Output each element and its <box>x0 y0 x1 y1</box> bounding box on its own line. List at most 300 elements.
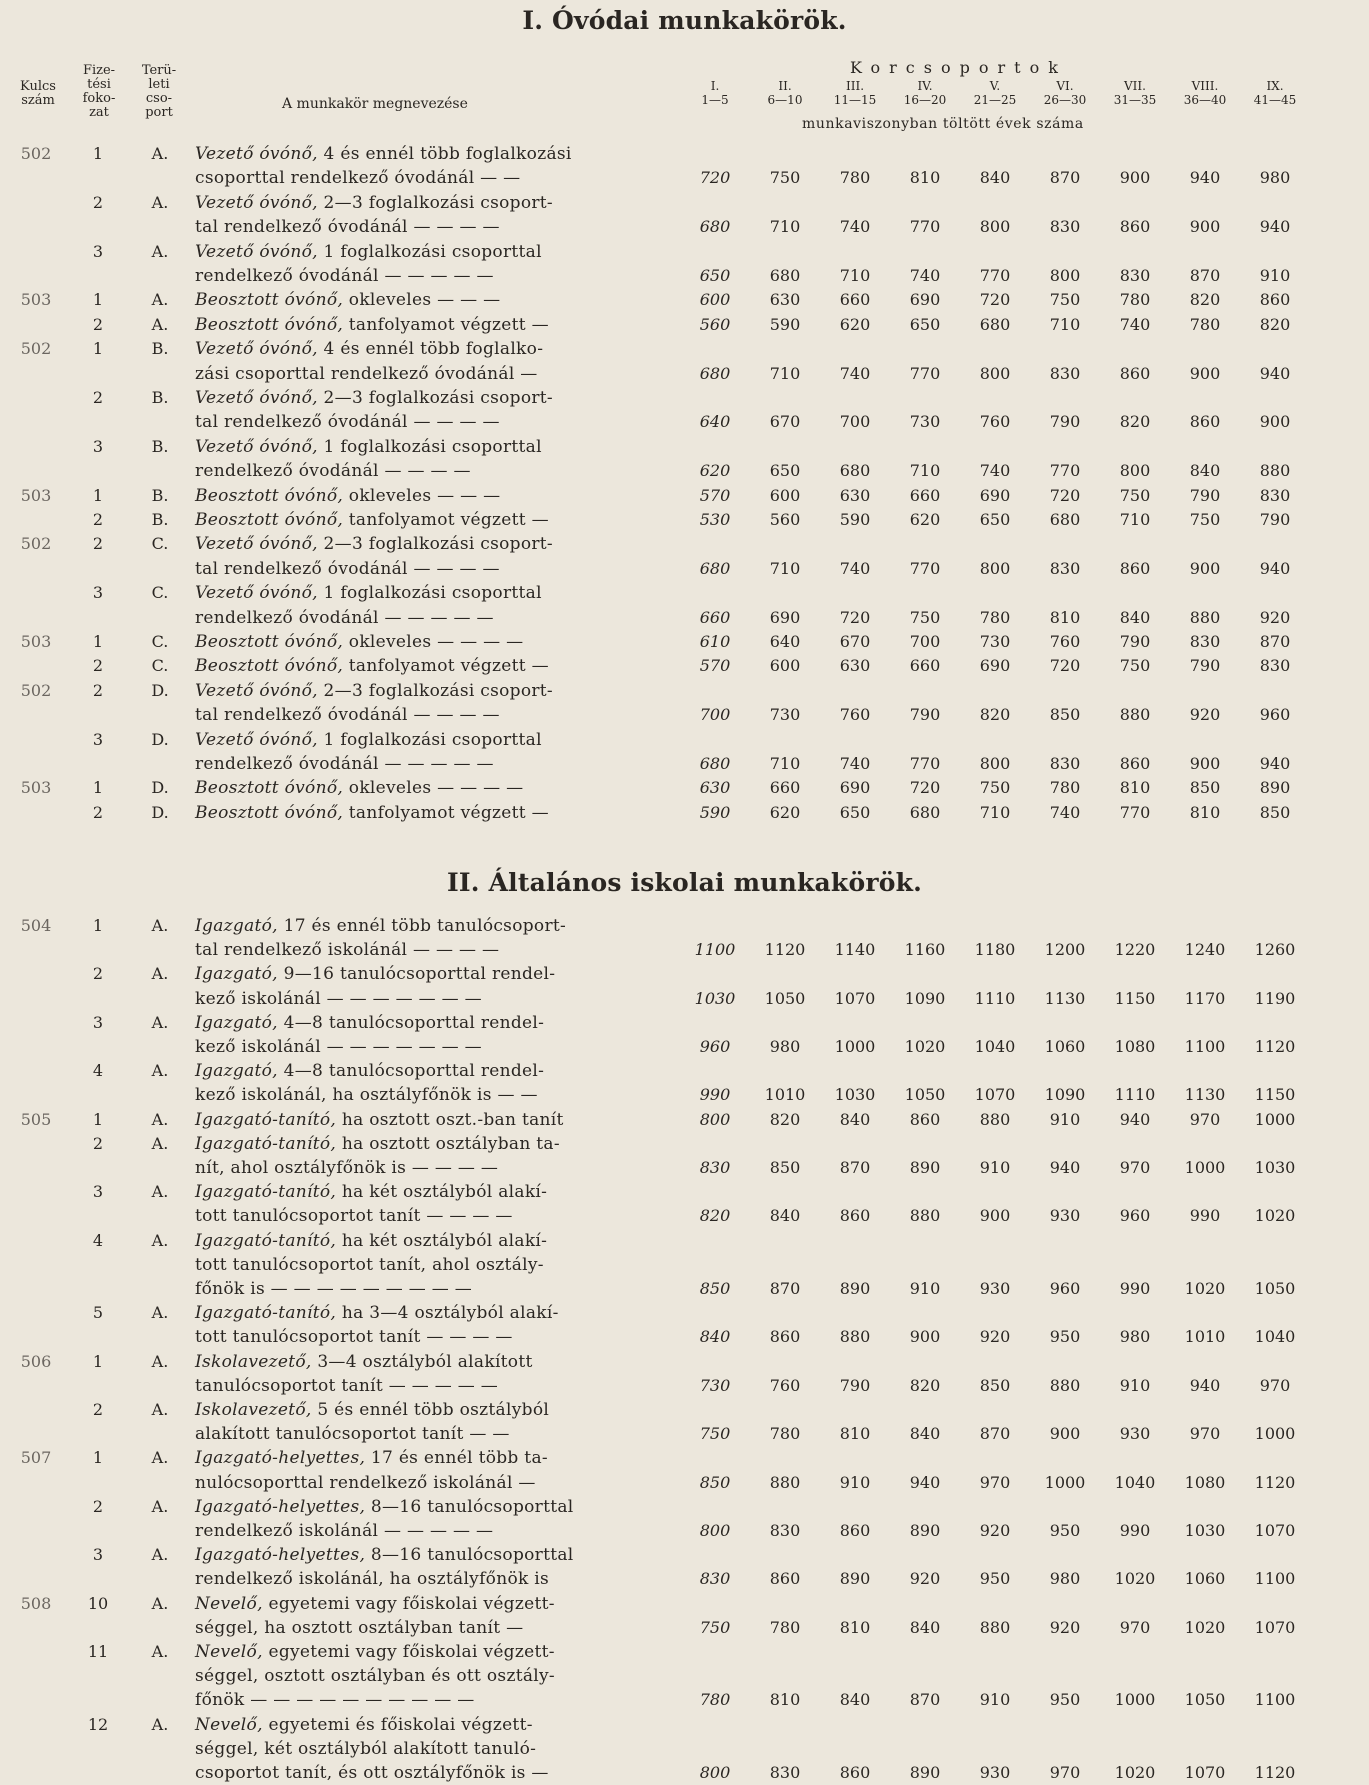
munkakor-megnevezes <box>195 1229 665 1302</box>
fizetesi-fokozat: 2 <box>92 510 104 529</box>
header-fizetesi-line: zat <box>89 105 109 120</box>
desc-line: kező iskolánál, ha osztályfőnök is — — <box>195 1085 538 1106</box>
munkakor-megnevezes <box>195 240 665 289</box>
table-row <box>0 654 1369 678</box>
teruleti-csoport: C. <box>151 534 169 554</box>
job-detail: okleveles — — — — <box>343 632 524 652</box>
header-teruleti-line: Terü- <box>141 63 177 78</box>
salary-value: 570 <box>699 485 731 505</box>
job-detail: 17 és ennél több tanulócsoport- <box>277 916 567 936</box>
salary-value: 810 <box>909 168 941 188</box>
age-column-header <box>820 79 890 107</box>
salary-value: 590 <box>699 802 731 822</box>
munkakor-megnevezes <box>195 484 665 508</box>
salary-value: 1150 <box>1254 1085 1296 1105</box>
salary-value: 970 <box>1119 1157 1151 1177</box>
salary-value: 660 <box>839 290 871 310</box>
salary-value: 830 <box>1119 265 1151 285</box>
job-detail: okleveles — — — — <box>343 778 524 799</box>
job-detail: ha két osztályból alakí- <box>336 1230 548 1251</box>
salary-value: 1160 <box>904 940 946 960</box>
job-detail: 2—3 foglalkozási csoport- <box>317 680 553 701</box>
salary-value: 1220 <box>1114 940 1156 960</box>
salary-value: 930 <box>979 1762 1011 1782</box>
salary-value: 850 <box>769 1157 801 1177</box>
salary-value: 860 <box>839 1520 871 1540</box>
age-column-header <box>1170 79 1240 107</box>
salary-value: 880 <box>1119 705 1151 725</box>
salary-value: 1130 <box>1184 1085 1226 1105</box>
job-title: Igazgató, <box>195 1061 278 1082</box>
salary-value: 630 <box>839 485 871 505</box>
header-teruleti-line: port <box>145 105 173 120</box>
table-row <box>0 1350 1369 1398</box>
desc-line: alakított tanulócsoportot tanít — — <box>195 1424 510 1445</box>
salary-value: 1060 <box>1184 1569 1226 1589</box>
header-kulcs-line: szám <box>21 93 55 108</box>
salary-value: 880 <box>909 1206 941 1226</box>
salary-value: 970 <box>1119 1617 1151 1637</box>
table-row <box>0 240 1369 289</box>
desc-line: rendelkező iskolánál — — — — — <box>195 1521 494 1541</box>
desc-line <box>195 142 665 166</box>
salary-value: 750 <box>1119 656 1151 676</box>
age-range: 26—30 <box>1043 93 1087 107</box>
fizetesi-fokozat: 2 <box>92 388 104 407</box>
table-row <box>0 776 1369 800</box>
salary-value: 750 <box>1119 485 1151 505</box>
salary-value: 810 <box>1049 607 1081 627</box>
desc-line: tott tanulócsoportot tanít — — — — <box>195 1206 513 1227</box>
age-column-header <box>1100 79 1170 107</box>
salary-value: 600 <box>769 485 801 505</box>
desc-line <box>195 630 665 654</box>
salary-value: 700 <box>909 632 941 651</box>
desc-line <box>195 1011 665 1035</box>
salary-value: 680 <box>699 363 731 383</box>
kulcs-szam: 508 <box>20 1593 52 1613</box>
salary-value: 1050 <box>764 988 806 1008</box>
salary-value: 800 <box>979 753 1011 773</box>
fizetesi-fokozat: 2 <box>92 964 104 984</box>
salary-value: 1040 <box>974 1036 1016 1056</box>
salary-value: 690 <box>979 485 1011 505</box>
job-title: Igazgató, <box>195 916 278 936</box>
teruleti-csoport: A. <box>151 1351 169 1371</box>
salary-value: 980 <box>1049 1569 1081 1589</box>
table-row <box>0 1398 1369 1446</box>
job-title: Vezető óvónő, <box>195 534 318 555</box>
salary-value: 660 <box>909 656 941 676</box>
desc-line: rendelkező óvodánál — — — — — <box>195 754 494 774</box>
teruleti-csoport: C. <box>151 656 169 676</box>
salary-value: 710 <box>769 558 801 578</box>
job-title: Nevelő, <box>195 1642 263 1662</box>
salary-value: 600 <box>699 290 731 310</box>
salary-value: 780 <box>769 1424 801 1444</box>
fizetesi-fokozat: 3 <box>92 583 104 603</box>
salary-value: 830 <box>1259 656 1291 676</box>
salary-value: 870 <box>1049 168 1081 188</box>
munkakor-megnevezes <box>195 728 665 777</box>
salary-value: 650 <box>909 314 941 334</box>
salary-value: 900 <box>1259 412 1291 432</box>
job-title: Nevelő, <box>195 1593 263 1614</box>
job-title: Beosztott óvónő, <box>195 510 344 530</box>
job-title: Vezető óvónő, <box>195 436 318 457</box>
desc-line: zási csoporttal rendelkező óvodánál — <box>195 363 538 384</box>
salary-value: 890 <box>1259 778 1291 798</box>
salary-value: 1090 <box>904 988 946 1008</box>
munkakor-megnevezes <box>195 508 665 532</box>
salary-value: 1020 <box>1184 1617 1226 1637</box>
salary-value: 820 <box>1259 314 1291 334</box>
job-title: Igazgató-helyettes, <box>195 1496 366 1517</box>
job-title: Igazgató-helyettes, <box>195 1448 366 1469</box>
salary-value: 1020 <box>1184 1278 1226 1298</box>
teruleti-csoport: D. <box>151 802 169 822</box>
salary-value: 1190 <box>1254 988 1296 1008</box>
munkakor-megnevezes <box>195 1180 665 1228</box>
teruleti-csoport: C. <box>151 632 169 651</box>
salary-value: 710 <box>769 217 801 237</box>
salary-value: 680 <box>699 753 731 773</box>
salary-value: 1120 <box>1254 1036 1296 1056</box>
salary-value: 890 <box>909 1157 941 1177</box>
salary-value: 740 <box>909 265 941 285</box>
munkakor-megnevezes <box>195 654 665 678</box>
salary-value: 560 <box>699 314 731 334</box>
salary-value: 880 <box>979 1617 1011 1637</box>
header-teruleti <box>132 64 186 120</box>
salary-value: 680 <box>1049 510 1081 529</box>
salary-value: 880 <box>769 1472 801 1492</box>
fizetesi-fokozat: 10 <box>87 1593 109 1613</box>
salary-value: 910 <box>979 1690 1011 1710</box>
salary-value: 980 <box>1259 168 1291 188</box>
salary-value: 740 <box>839 217 871 237</box>
desc-line <box>195 914 665 938</box>
kulcs-szam: 502 <box>20 144 52 163</box>
desc-line: séggel, osztott osztályban és ott osztály- <box>195 1666 555 1687</box>
salary-value: 840 <box>909 1617 941 1637</box>
salary-value: 880 <box>1049 1375 1081 1395</box>
fizetesi-fokozat: 2 <box>92 656 104 676</box>
fizetesi-fokozat: 2 <box>92 1496 104 1516</box>
desc-line <box>195 191 665 215</box>
desc-line <box>195 532 665 556</box>
salary-value: 1040 <box>1114 1472 1156 1492</box>
fizetesi-fokozat: 3 <box>92 436 104 456</box>
munkakor-megnevezes <box>195 914 665 962</box>
salary-value: 650 <box>699 265 731 285</box>
desc-line <box>195 1108 665 1132</box>
job-detail: egyetemi vagy főiskolai végzett- <box>262 1642 555 1662</box>
salary-value: 1120 <box>764 940 806 960</box>
salary-value: 740 <box>1049 802 1081 822</box>
salary-value: 1030 <box>834 1085 876 1105</box>
munkakor-megnevezes <box>195 142 665 191</box>
job-detail: 2—3 foglalkozási csoport- <box>317 534 553 555</box>
salary-value: 910 <box>1119 1375 1151 1395</box>
salary-value: 770 <box>1049 461 1081 481</box>
section-title-ovodai: I. Óvódai munkakörök. <box>522 6 847 35</box>
salary-value: 940 <box>1189 1375 1221 1395</box>
salary-value: 820 <box>1189 290 1221 310</box>
salary-value: 710 <box>1049 314 1081 334</box>
job-detail: 3—4 osztályból alakított <box>311 1351 533 1372</box>
table-row <box>0 801 1369 825</box>
salary-value: 940 <box>1259 217 1291 237</box>
salary-value: 880 <box>1259 461 1291 481</box>
job-title: Vezető óvónő, <box>195 241 318 262</box>
header-munkaviszony: munkaviszonyban töltött évek száma <box>802 116 1084 132</box>
salary-value: 910 <box>1049 1109 1081 1129</box>
fizetesi-fokozat: 2 <box>92 192 104 212</box>
age-column-header <box>890 79 960 107</box>
table-row <box>0 630 1369 654</box>
desc-line: kező iskolánál — — — — — — — <box>195 988 482 1009</box>
desc-line <box>195 1446 665 1470</box>
salary-value: 810 <box>1189 802 1221 822</box>
salary-value: 1130 <box>1044 988 1086 1008</box>
job-title: Igazgató, <box>195 964 278 985</box>
job-detail: 2—3 foglalkozási csoport- <box>317 192 553 213</box>
salary-value: 850 <box>1259 802 1291 822</box>
salary-value: 770 <box>909 363 941 383</box>
fizetesi-fokozat: 1 <box>92 632 104 651</box>
teruleti-csoport: A. <box>151 916 169 935</box>
salary-value: 850 <box>1049 705 1081 725</box>
salary-value: 800 <box>699 1762 731 1782</box>
salary-value: 860 <box>839 1762 871 1782</box>
salary-value: 790 <box>909 705 941 725</box>
salary-value: 650 <box>769 461 801 481</box>
age-label: IX. <box>1266 79 1284 93</box>
job-detail: 4—8 tanulócsoporttal rendel- <box>277 1061 545 1082</box>
kulcs-szam: 504 <box>20 916 52 935</box>
age-label: IV. <box>917 79 933 93</box>
job-detail: ha osztott oszt.-ban tanít <box>336 1109 564 1130</box>
salary-value: 1100 <box>1254 1569 1296 1589</box>
salary-value: 840 <box>979 168 1011 188</box>
teruleti-csoport: A. <box>151 1109 169 1129</box>
desc-line <box>195 1229 665 1253</box>
job-title: Beosztott óvónő, <box>195 485 344 506</box>
salary-value: 940 <box>1119 1109 1151 1129</box>
salary-value: 900 <box>1189 558 1221 578</box>
job-title: Beosztott óvónő, <box>195 290 344 311</box>
salary-value: 1040 <box>1254 1327 1296 1347</box>
header-munkakor: A munkakör megnevezése <box>282 96 468 112</box>
job-title: Vezető óvónő, <box>195 339 318 360</box>
salary-value: 870 <box>839 1157 871 1177</box>
job-title: Igazgató-tanító, <box>195 1230 337 1251</box>
table-row <box>0 728 1369 777</box>
munkakor-megnevezes <box>195 1446 665 1494</box>
desc-line: rendelkező óvodánál — — — — <box>195 461 471 482</box>
job-title: Igazgató-tanító, <box>195 1133 337 1154</box>
munkakor-megnevezes <box>195 679 665 728</box>
salary-value: 880 <box>1189 607 1221 627</box>
fizetesi-fokozat: 3 <box>92 1545 104 1565</box>
table-row <box>0 386 1369 435</box>
salary-value: 710 <box>909 461 941 481</box>
header-fizetesi-line: Fize- <box>82 63 116 78</box>
desc-line: séggel, két osztályból alakított tanuló- <box>195 1738 537 1759</box>
job-detail: 4 és ennél több foglalko- <box>317 339 544 360</box>
salary-value: 810 <box>839 1617 871 1637</box>
salary-value: 840 <box>839 1690 871 1710</box>
job-detail: 1 foglalkozási csoporttal <box>317 583 542 604</box>
salary-value: 1080 <box>1184 1472 1226 1492</box>
salary-value: 1010 <box>1184 1327 1226 1347</box>
table-row <box>0 962 1369 1010</box>
fizetesi-fokozat: 1 <box>92 485 104 505</box>
salary-value: 820 <box>769 1109 801 1129</box>
salary-value: 900 <box>1119 168 1151 188</box>
salary-value: 980 <box>1119 1327 1151 1347</box>
salary-value: 900 <box>1189 753 1221 773</box>
desc-line <box>195 1350 665 1374</box>
age-column-header <box>680 79 750 107</box>
kulcs-szam: 502 <box>20 339 52 359</box>
salary-value: 950 <box>979 1569 1011 1589</box>
table-row <box>0 142 1369 191</box>
salary-value: 830 <box>1259 485 1291 505</box>
kulcs-szam: 502 <box>20 680 52 700</box>
job-detail: 5 és ennél több osztályból <box>311 1400 550 1420</box>
job-detail: okleveles — — — <box>343 485 501 506</box>
desc-line <box>195 386 665 410</box>
teruleti-csoport: A. <box>151 1545 169 1565</box>
munkakor-megnevezes <box>195 1592 665 1640</box>
job-title: Beosztott óvónő, <box>195 632 344 652</box>
teruleti-csoport: B. <box>151 510 169 529</box>
salary-value: 780 <box>1189 314 1221 334</box>
teruleti-csoport: A. <box>151 1182 169 1202</box>
job-detail: 4 és ennél több foglalkozási <box>317 144 572 164</box>
desc-line: főnök — — — — — — — — — — <box>195 1690 475 1711</box>
desc-line: kező iskolánál — — — — — — — <box>195 1037 482 1057</box>
munkakor-megnevezes <box>195 962 665 1010</box>
job-detail: ha két osztályból alakí- <box>336 1182 548 1203</box>
job-title: Beosztott óvónő, <box>195 778 344 799</box>
salary-value: 810 <box>1119 778 1151 798</box>
salary-value: 900 <box>909 1327 941 1347</box>
salary-value: 940 <box>1049 1157 1081 1177</box>
salary-value: 1020 <box>904 1036 946 1056</box>
table-row <box>0 1132 1369 1180</box>
salary-value: 1000 <box>1184 1157 1226 1177</box>
table-row <box>0 484 1369 508</box>
salary-value: 780 <box>769 1617 801 1637</box>
salary-value: 720 <box>699 168 731 188</box>
salary-value: 1070 <box>834 988 876 1008</box>
salary-value: 1200 <box>1044 940 1086 960</box>
fizetesi-fokozat: 1 <box>92 1351 104 1371</box>
salary-value: 1050 <box>904 1085 946 1105</box>
job-detail: egyetemi vagy főiskolai végzett- <box>262 1593 555 1614</box>
job-detail: 1 foglalkozási csoporttal <box>317 436 542 457</box>
salary-value: 950 <box>1049 1690 1081 1710</box>
salary-value: 740 <box>839 753 871 773</box>
salary-value: 710 <box>769 363 801 383</box>
job-detail: tanfolyamot végzett — <box>343 314 549 335</box>
job-detail: ha 3—4 osztályból alakí- <box>336 1303 559 1324</box>
salary-value: 800 <box>699 1109 731 1129</box>
table-row <box>0 1446 1369 1494</box>
fizetesi-fokozat: 1 <box>92 1448 104 1468</box>
job-title: Vezető óvónő, <box>195 729 318 750</box>
salary-value: 650 <box>839 802 871 822</box>
salary-value: 830 <box>769 1520 801 1540</box>
salary-value: 790 <box>839 1375 871 1395</box>
salary-value: 800 <box>979 217 1011 237</box>
salary-value: 750 <box>1189 510 1221 529</box>
salary-value: 940 <box>909 1472 941 1492</box>
desc-line <box>195 240 665 264</box>
salary-value: 570 <box>699 656 731 676</box>
desc-line <box>195 484 665 508</box>
salary-value: 820 <box>699 1206 731 1226</box>
salary-value: 590 <box>769 314 801 334</box>
salary-value: 770 <box>909 558 941 578</box>
job-detail: tanfolyamot végzett — <box>343 802 549 823</box>
salary-value: 990 <box>699 1085 731 1105</box>
munkakor-megnevezes <box>195 1543 665 1591</box>
desc-line <box>195 1180 665 1204</box>
desc-line: csoportot tanít, és ott osztályfőnök is — <box>195 1763 549 1783</box>
salary-value: 800 <box>1049 265 1081 285</box>
salary-value: 920 <box>1189 705 1221 725</box>
munkakor-megnevezes <box>195 191 665 240</box>
table-row <box>0 191 1369 240</box>
salary-value: 860 <box>769 1569 801 1589</box>
salary-value: 850 <box>699 1278 731 1298</box>
salary-value: 870 <box>769 1278 801 1298</box>
salary-value: 930 <box>1049 1206 1081 1226</box>
salary-value: 690 <box>839 778 871 798</box>
teruleti-csoport: A. <box>151 1133 169 1153</box>
desc-line <box>195 1132 665 1156</box>
salary-value: 600 <box>769 656 801 676</box>
munkakor-megnevezes <box>195 435 665 484</box>
munkakor-megnevezes <box>195 337 665 386</box>
fizetesi-fokozat: 2 <box>92 1400 104 1419</box>
salary-value: 970 <box>1259 1375 1291 1395</box>
salary-value: 720 <box>839 607 871 627</box>
salary-value: 710 <box>979 802 1011 822</box>
desc-line: csoporttal rendelkező óvodánál — — <box>195 168 521 189</box>
salary-value: 920 <box>909 1569 941 1589</box>
table-row <box>0 1495 1369 1543</box>
teruleti-csoport: A. <box>151 241 169 261</box>
header-fizetesi-line: tési <box>87 77 111 92</box>
munkakor-megnevezes <box>195 313 665 337</box>
salary-value: 620 <box>699 461 731 481</box>
table-row <box>0 1592 1369 1640</box>
salary-value: 710 <box>1119 510 1151 529</box>
salary-value: 810 <box>839 1424 871 1444</box>
table-row <box>0 914 1369 962</box>
job-detail: ha osztott osztályban ta- <box>336 1133 560 1154</box>
salary-value: 560 <box>769 510 801 529</box>
salary-value: 730 <box>699 1375 731 1395</box>
teruleti-csoport: D. <box>151 778 169 798</box>
munkakor-megnevezes <box>195 581 665 630</box>
salary-value: 770 <box>979 265 1011 285</box>
